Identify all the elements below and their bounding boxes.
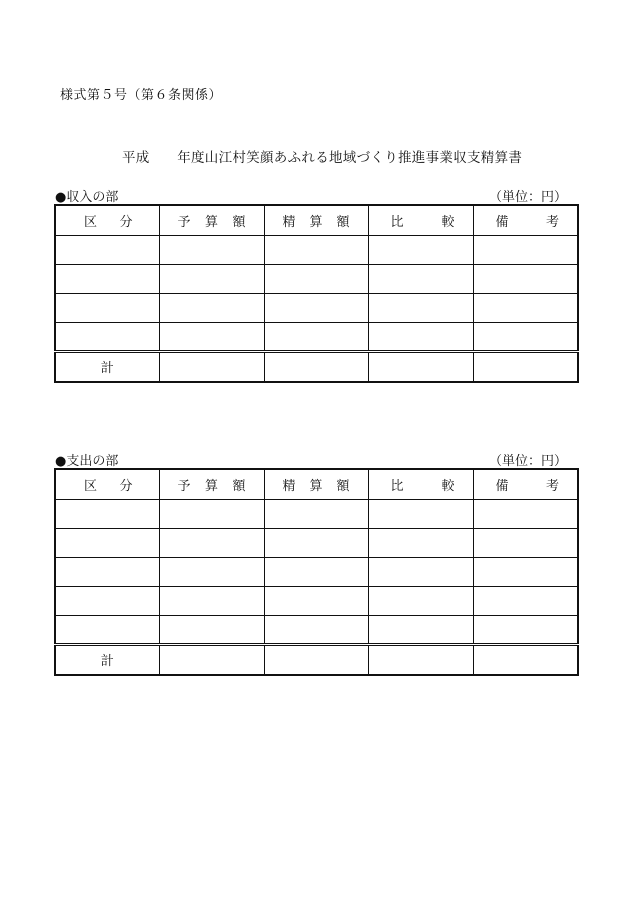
- form-number: 様式第５号（第６条関係）: [60, 88, 223, 103]
- cell[interactable]: [159, 615, 264, 644]
- expense-section-header: [55, 450, 577, 468]
- cell[interactable]: [264, 293, 368, 322]
- header-yosan: 予 算 額: [159, 205, 264, 235]
- table-row: [55, 528, 578, 557]
- table-row: [55, 264, 578, 293]
- income-table: [54, 204, 579, 383]
- cell[interactable]: [368, 615, 473, 644]
- cell[interactable]: [159, 499, 264, 528]
- expense-table: [54, 468, 579, 676]
- expense-header-row: [55, 469, 578, 499]
- cell[interactable]: [159, 557, 264, 586]
- table-row: [55, 586, 578, 615]
- cell[interactable]: [473, 264, 578, 293]
- cell[interactable]: [473, 557, 578, 586]
- income-header-row: [55, 205, 578, 235]
- cell[interactable]: [368, 528, 473, 557]
- income-section-label: ●収入の部: [55, 190, 119, 205]
- cell[interactable]: [55, 499, 159, 528]
- table-row: [55, 557, 578, 586]
- cell[interactable]: [264, 499, 368, 528]
- header-seisan: 精 算 額: [264, 469, 368, 499]
- table-row: [55, 499, 578, 528]
- cell[interactable]: [368, 586, 473, 615]
- header-hikaku: 比 較: [368, 469, 473, 499]
- cell[interactable]: [264, 235, 368, 264]
- cell[interactable]: [159, 235, 264, 264]
- cell[interactable]: [159, 528, 264, 557]
- cell[interactable]: [473, 235, 578, 264]
- cell[interactable]: [55, 615, 159, 644]
- cell[interactable]: [159, 586, 264, 615]
- cell[interactable]: [264, 528, 368, 557]
- cell[interactable]: [55, 528, 159, 557]
- cell[interactable]: [159, 322, 264, 351]
- header-yosan: 予 算 額: [159, 469, 264, 499]
- table-row: [55, 615, 578, 644]
- income-unit-label: （単位：円）: [488, 190, 567, 205]
- cell[interactable]: [55, 264, 159, 293]
- cell[interactable]: [368, 293, 473, 322]
- cell[interactable]: [368, 644, 473, 675]
- cell[interactable]: [264, 586, 368, 615]
- header-hikaku: 比 較: [368, 205, 473, 235]
- cell[interactable]: [159, 264, 264, 293]
- cell[interactable]: [55, 586, 159, 615]
- cell[interactable]: [473, 293, 578, 322]
- cell[interactable]: [473, 615, 578, 644]
- cell[interactable]: [55, 557, 159, 586]
- cell[interactable]: [159, 644, 264, 675]
- cell[interactable]: [368, 264, 473, 293]
- table-row: [55, 293, 578, 322]
- cell[interactable]: [159, 351, 264, 382]
- cell[interactable]: [368, 235, 473, 264]
- cell[interactable]: [473, 322, 578, 351]
- cell[interactable]: [473, 644, 578, 675]
- cell[interactable]: [264, 322, 368, 351]
- cell[interactable]: [264, 644, 368, 675]
- cell[interactable]: [368, 351, 473, 382]
- income-total-row: [55, 351, 578, 382]
- cell[interactable]: [473, 586, 578, 615]
- cell[interactable]: [55, 235, 159, 264]
- cell[interactable]: [159, 293, 264, 322]
- expense-unit-label: （単位：円）: [488, 454, 567, 469]
- header-biko: 備 考: [473, 469, 578, 499]
- cell[interactable]: [473, 528, 578, 557]
- total-label: 計: [55, 351, 159, 382]
- table-row: [55, 322, 578, 351]
- cell[interactable]: [264, 615, 368, 644]
- header-kubun: 区 分: [55, 205, 159, 235]
- expense-total-row: [55, 644, 578, 675]
- cell[interactable]: [368, 322, 473, 351]
- cell[interactable]: [473, 351, 578, 382]
- header-kubun: 区 分: [55, 469, 159, 499]
- cell[interactable]: [368, 499, 473, 528]
- cell[interactable]: [264, 264, 368, 293]
- income-section-header: [55, 186, 577, 204]
- cell[interactable]: [55, 322, 159, 351]
- cell[interactable]: [264, 351, 368, 382]
- cell[interactable]: [368, 557, 473, 586]
- cell[interactable]: [473, 499, 578, 528]
- total-label: 計: [55, 644, 159, 675]
- header-seisan: 精 算 額: [264, 205, 368, 235]
- cell[interactable]: [264, 557, 368, 586]
- table-row: [55, 235, 578, 264]
- expense-section-label: ●支出の部: [55, 454, 119, 469]
- cell[interactable]: [55, 293, 159, 322]
- document-title: 平成 年度山江村笑顔あふれる地域づくり推進事業収支精算書: [122, 150, 523, 166]
- header-biko: 備 考: [473, 205, 578, 235]
